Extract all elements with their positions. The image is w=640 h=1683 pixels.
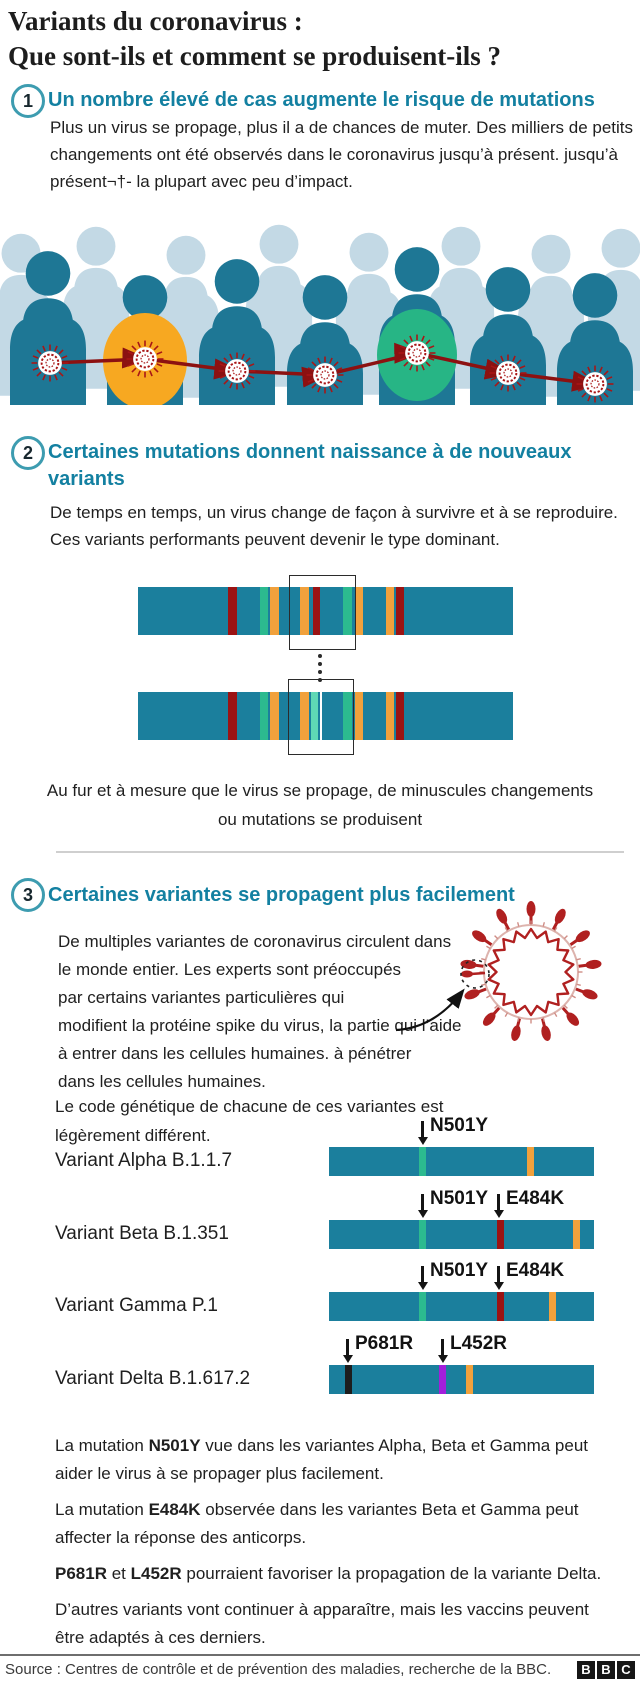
mutation-arrow-icon [497, 1194, 500, 1211]
mutation-stripe [439, 1365, 446, 1394]
mutation-label: L452R [450, 1333, 508, 1354]
text-line: Certaines mutations donnent naissance à de nouveaux [48, 441, 572, 463]
mutation-arrow-icon [421, 1194, 424, 1211]
genome-stripe [386, 587, 394, 635]
mutation-arrow-icon [421, 1121, 424, 1138]
section-1-heading [48, 87, 618, 114]
mutation-label: N501Y [430, 1115, 489, 1136]
mutation-label: E484K [506, 1260, 565, 1281]
spike-pointer-arrow [396, 992, 462, 1030]
mutation-stripe [549, 1292, 556, 1321]
text-line: dans les cellules humaines. [58, 1072, 266, 1091]
section-3-number: 3 [11, 878, 45, 912]
mutation-stripe [527, 1147, 534, 1176]
section-divider [56, 851, 624, 853]
mutation-name-bold: P681R [55, 1564, 107, 1583]
note-paragraph [55, 1596, 603, 1652]
footer [0, 1654, 640, 1683]
dotted-connector-dot [318, 654, 322, 658]
dotted-connector-dot [318, 678, 322, 682]
section-2-body [50, 499, 618, 553]
mutation-label: E484K [506, 1188, 565, 1209]
mutation-stripe [345, 1365, 352, 1394]
text-line: présent¬†- la plupart avec peu d’impact. [50, 172, 353, 191]
variant-name: Variant Beta B.1.351 [55, 1223, 229, 1244]
text-line: légèrement différent. [55, 1126, 211, 1145]
mutation-stripe [419, 1220, 426, 1249]
mutation-name-bold: L452R [130, 1564, 182, 1583]
mutation-arrow-icon [421, 1266, 424, 1283]
section-2-number: 2 [11, 436, 45, 470]
crowd-transmission-illustration [0, 203, 640, 405]
text-line: Le code génétique de chacune de ces variantes est [55, 1097, 444, 1116]
genome-stripe [396, 587, 404, 635]
note-text: vue dans les variantes Alpha, Beta et Gamma peut aider le virus à se propager plus facilement. [55, 1436, 588, 1483]
text-line: par certains variantes particulières qui [58, 988, 345, 1007]
text-line: à entrer dans les cellules humaines. à pénétrer [58, 1044, 412, 1063]
mutation-name-bold: N501Y [148, 1436, 201, 1455]
genome-stripe [355, 587, 363, 635]
virus-body [460, 901, 602, 1042]
text-line: Variants du coronavirus : [8, 6, 303, 36]
note-text: et [106, 1564, 131, 1583]
bbc-logo-block: B [577, 1661, 595, 1679]
genome-stripe [396, 692, 404, 740]
text-line: De temps en temps, un virus change de façon à survivre et à se reproduire. [50, 503, 618, 522]
text-line: Au fur et à mesure que le virus se propage, de minuscules changements [46, 781, 594, 800]
genome-stripe [228, 587, 237, 635]
text-line: changements ont été observés dans le coronavirus jusqu’à présent. jusqu’à [50, 145, 618, 164]
genome-stripe [260, 692, 268, 740]
mutation-label: N501Y [430, 1260, 489, 1281]
mutation-stripe [466, 1365, 473, 1394]
text-line: ou mutations se produisent [217, 810, 423, 829]
page-title [8, 4, 501, 74]
section-1-body [50, 114, 633, 195]
variant-name: Variant Alpha B.1.1.7 [55, 1150, 233, 1171]
genome-stripe [270, 587, 279, 635]
variant-name: Variant Delta B.1.617.2 [55, 1368, 251, 1389]
mutation-stripe [573, 1220, 580, 1249]
genome-stripe [386, 692, 394, 740]
text-line: le monde entier. Les experts sont préoccupés [58, 960, 402, 979]
note-text: La mutation [55, 1500, 149, 1519]
mutation-arrow-icon [441, 1339, 444, 1356]
text-line: Ces variants performants peuvent devenir le type dominant. [50, 530, 500, 549]
coronavirus-spike-illustration [380, 880, 640, 1080]
note-text: La mutation [55, 1436, 149, 1455]
genome-stripe [260, 587, 268, 635]
variant-name: Variant Gamma P.1 [55, 1295, 218, 1316]
genome-caption [0, 776, 640, 834]
text-line: modifient la protéine spike du virus, la partie qui l’aide [58, 1016, 462, 1035]
genome-stripe [270, 692, 279, 740]
mutation-label: P681R [355, 1333, 414, 1354]
mutation-zoom-box-2 [288, 679, 354, 755]
variant-genome-bar [329, 1292, 594, 1321]
text-line: variants [48, 468, 125, 490]
mutation-stripe [497, 1220, 504, 1249]
text-line: De multiples variantes de coronavirus circulent dans [58, 932, 452, 951]
note-text: pourraient favoriser la propagation de la variante Delta. [181, 1564, 602, 1583]
mutation-stripe [419, 1147, 426, 1176]
mutation-label: N501Y [430, 1188, 489, 1209]
note-text: D’autres variants vont continuer à apparaître, mais les vaccins peuvent être adaptés à ces derniers. [55, 1600, 589, 1647]
mutation-name-bold: E484K [148, 1500, 201, 1519]
mutation-arrow-icon [497, 1266, 500, 1283]
note-paragraph [55, 1432, 603, 1488]
variant-genome-bar [329, 1147, 594, 1176]
dotted-connector-dot [318, 670, 322, 674]
genome-stripe [355, 692, 363, 740]
bbc-logo [577, 1661, 635, 1679]
bbc-logo-block: B [597, 1661, 615, 1679]
note-paragraph [55, 1496, 603, 1552]
note-text: observée dans les variantes Beta et Gamma peut affecter la réponse des anticorps. [55, 1500, 579, 1547]
source-text: Source : Centres de contrôle et de prévention des maladies, recherche de la BBC. [5, 1661, 552, 1678]
mutation-arrow-icon [346, 1339, 349, 1356]
section-2-heading [48, 439, 618, 493]
text-line: Que sont-ils et comment se produisent-ils ? [8, 41, 501, 71]
dotted-connector-dot [318, 662, 322, 666]
section-1-number: 1 [11, 84, 45, 118]
note-paragraph [55, 1560, 603, 1588]
genome-stripe [228, 692, 237, 740]
mutation-zoom-box-1 [289, 575, 356, 650]
text-line: Un nombre élevé de cas augmente le risque de mutations [48, 89, 595, 111]
mutation-stripe [419, 1292, 426, 1321]
variant-genome-bar [329, 1365, 594, 1394]
bbc-logo-block: C [617, 1661, 635, 1679]
genetic-code-paragraph [55, 1092, 443, 1150]
text-line: Certaines variantes se propagent plus facilement [48, 884, 515, 906]
variant-genome-bar [329, 1220, 594, 1249]
text-line: Plus un virus se propage, plus il a de chances de muter. Des milliers de petits [50, 118, 634, 137]
mutation-stripe [497, 1292, 504, 1321]
